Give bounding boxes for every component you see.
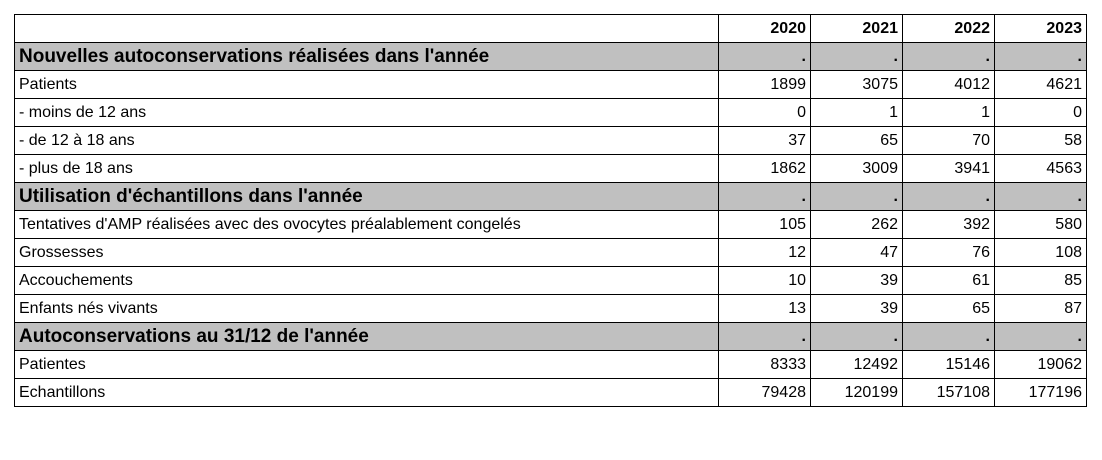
value-cell: 15146 [903,351,995,379]
value-cell: 4563 [995,155,1087,183]
value-cell: 1862 [719,155,811,183]
table-row [15,351,1087,379]
row-label: - de 12 à 18 ans [15,127,719,155]
value-cell: 1899 [719,71,811,99]
row-label: - plus de 18 ans [15,155,719,183]
value-cell: 79428 [719,379,811,407]
value-cell: 108 [995,239,1087,267]
value-cell: 12 [719,239,811,267]
header-row [15,15,1087,43]
section-placeholder-cell: . [995,323,1087,351]
value-cell: 39 [811,267,903,295]
table-body [15,15,1087,407]
section-placeholder-cell: . [903,183,995,211]
value-cell: 12492 [811,351,903,379]
section-header-row [15,183,1087,211]
section-header-row [15,43,1087,71]
value-cell: 392 [903,211,995,239]
header-empty-cell [15,15,719,43]
section-placeholder-cell: . [719,183,811,211]
row-label: Accouchements [15,267,719,295]
value-cell: 3075 [811,71,903,99]
table-row [15,239,1087,267]
section-placeholder-cell: . [903,43,995,71]
statistics-table [14,14,1087,407]
value-cell: 87 [995,295,1087,323]
section-placeholder-cell: . [903,323,995,351]
table-row [15,379,1087,407]
section-placeholder-cell: . [811,43,903,71]
section-placeholder-cell: . [719,43,811,71]
section-placeholder-cell: . [995,43,1087,71]
value-cell: 177196 [995,379,1087,407]
value-cell: 8333 [719,351,811,379]
value-cell: 0 [719,99,811,127]
section-placeholder-cell: . [811,183,903,211]
value-cell: 1 [811,99,903,127]
value-cell: 4012 [903,71,995,99]
value-cell: 13 [719,295,811,323]
row-label: Patientes [15,351,719,379]
value-cell: 76 [903,239,995,267]
value-cell: 65 [903,295,995,323]
value-cell: 85 [995,267,1087,295]
value-cell: 1 [903,99,995,127]
row-label: Tentatives d'AMP réalisées avec des ovocytes préalablement congelés [15,211,719,239]
value-cell: 0 [995,99,1087,127]
value-cell: 120199 [811,379,903,407]
table-row [15,211,1087,239]
year-header: 2023 [995,15,1087,43]
table-row [15,267,1087,295]
table-row [15,71,1087,99]
table-row [15,295,1087,323]
value-cell: 157108 [903,379,995,407]
value-cell: 10 [719,267,811,295]
value-cell: 65 [811,127,903,155]
value-cell: 262 [811,211,903,239]
year-header: 2021 [811,15,903,43]
row-label: Enfants nés vivants [15,295,719,323]
row-label: Grossesses [15,239,719,267]
value-cell: 47 [811,239,903,267]
section-title: Nouvelles autoconservations réalisées dans l'année [15,43,719,71]
section-placeholder-cell: . [719,323,811,351]
year-header: 2020 [719,15,811,43]
section-title: Utilisation d'échantillons dans l'année [15,183,719,211]
value-cell: 39 [811,295,903,323]
value-cell: 37 [719,127,811,155]
section-title: Autoconservations au 31/12 de l'année [15,323,719,351]
value-cell: 3941 [903,155,995,183]
value-cell: 58 [995,127,1087,155]
table-row [15,99,1087,127]
value-cell: 70 [903,127,995,155]
section-placeholder-cell: . [995,183,1087,211]
row-label: Patients [15,71,719,99]
section-placeholder-cell: . [811,323,903,351]
row-label: Echantillons [15,379,719,407]
table-row [15,127,1087,155]
year-header: 2022 [903,15,995,43]
value-cell: 580 [995,211,1087,239]
value-cell: 19062 [995,351,1087,379]
section-header-row [15,323,1087,351]
row-label: - moins de 12 ans [15,99,719,127]
value-cell: 105 [719,211,811,239]
value-cell: 61 [903,267,995,295]
table-row [15,155,1087,183]
value-cell: 3009 [811,155,903,183]
value-cell: 4621 [995,71,1087,99]
